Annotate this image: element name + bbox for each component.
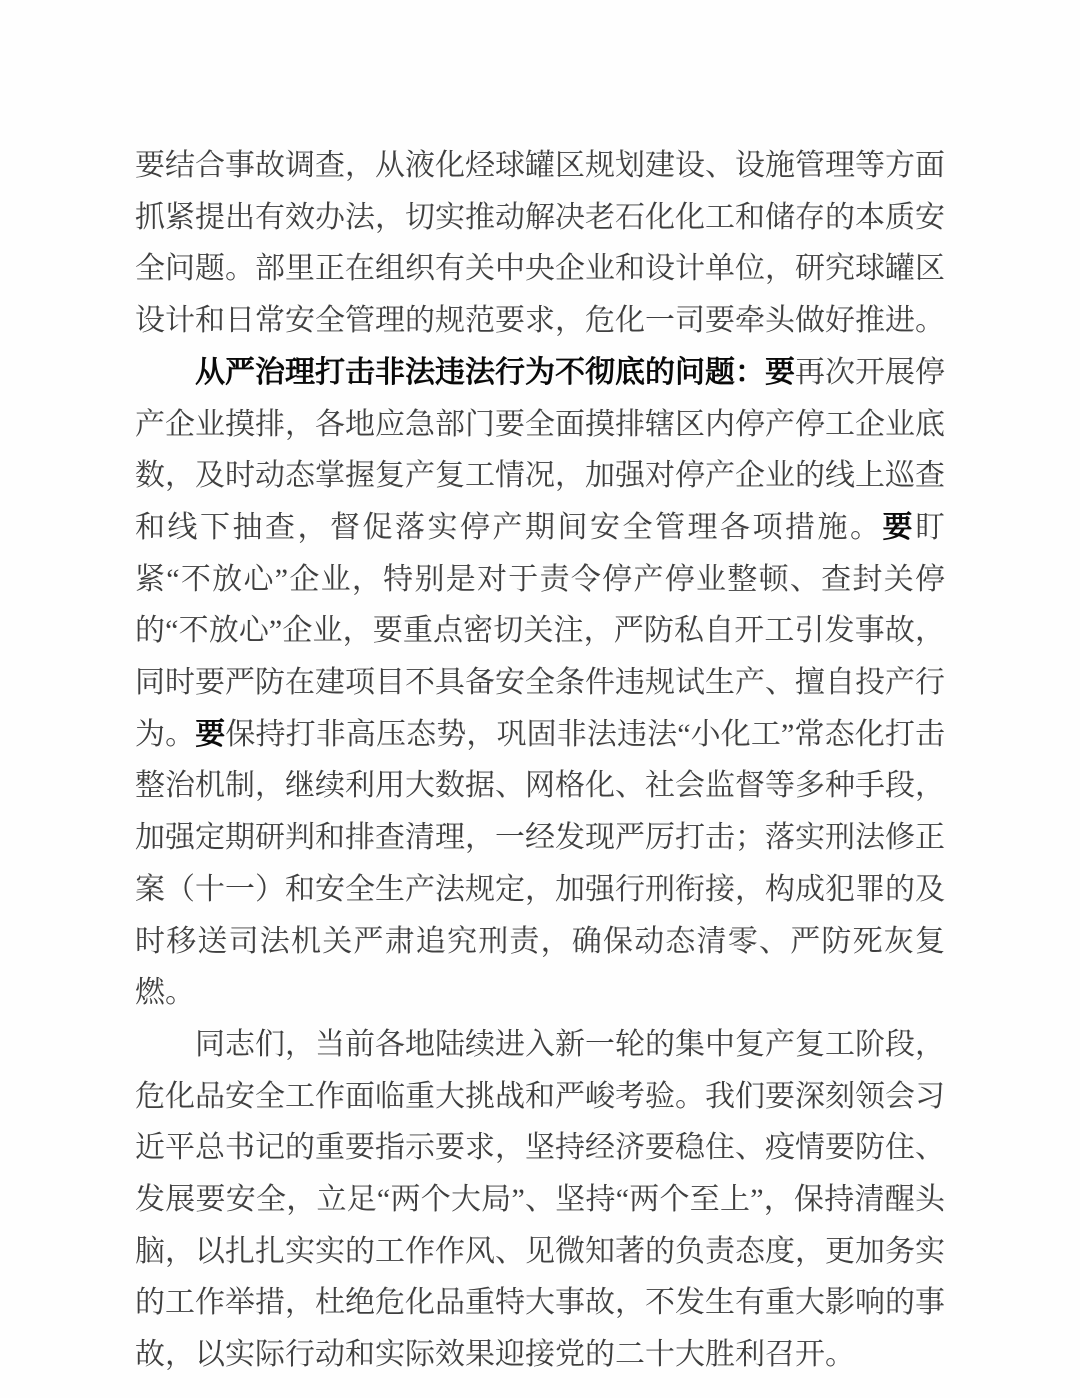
text-run: 盯紧“不放心”企业，特别是对于责令停产停业整顿、查封关停的“不放心”企业，要重点密切关注，严防私自开工引发事故，同时要严防在建项目不具备安全条件违规试生产、擅自投产行为。: [135, 510, 945, 751]
paragraph: [135, 1019, 945, 1381]
document-body: [135, 140, 945, 1381]
emphasis-text-run: 要: [882, 510, 915, 544]
text-run: 再次开展停产企业摸排，各地应急部门要全面摸排辖区内停产停工企业底数，及时动态掌握复产复工情况，加强对停产企业的线上巡查和线下抽查，督促落实停产期间安全管理各项措施。: [135, 355, 945, 544]
emphasis-text-run: 要: [195, 717, 226, 751]
paragraph: [135, 347, 945, 1019]
text-run: 保持打非高压态势，巩固非法违法“小化工”常态化打击整治机制，继续利用大数据、网格化、社会监督等多种手段，加强定期研判和排查清理，一经发现严厉打击；落实刑法修正案（十一）和安全生产法规定，加强行刑衔接，构成犯罪的及时移送司法机关严肃追究刑责，确保动态清零、严防死灰复燃。: [135, 717, 945, 1010]
text-run: 要结合事故调查，从液化烃球罐区规划建设、设施管理等方面抓紧提出有效办法，切实推动解决老石化化工和储存的本质安全问题。部里正在组织有关中央企业和设计单位，研究球罐区设计和日常安全管理的规范要求，危化一司要牵头做好推进。: [135, 149, 945, 338]
emphasis-text-run: 从严治理打击非法违法行为不彻底的问题：要: [195, 355, 795, 389]
text-run: 同志们，当前各地陆续进入新一轮的集中复产复工阶段，危化品安全工作面临重大挑战和严峻考验。我们要深刻领会习近平总书记的重要指示要求，坚持经济要稳住、疫情要防住、发展要安全，立足“两个大局”、坚持“两个至上”，保持清醒头脑，以扎扎实实的工作作风、见微知著的负责态度，更加务实的工作举措，杜绝危化品重特大事故，不发生有重大影响的事故，以实际行动和实际效果迎接党的二十大胜利召开。: [135, 1027, 945, 1372]
paragraph: [135, 140, 945, 347]
